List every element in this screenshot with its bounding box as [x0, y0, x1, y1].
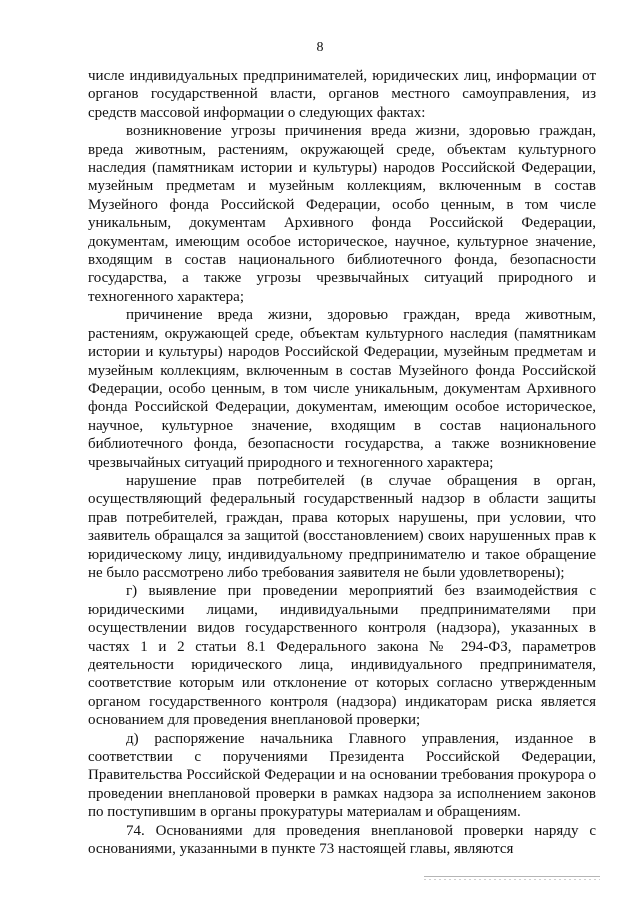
footer-rule	[424, 876, 600, 877]
paragraph-harm-caused: причинение вреда жизни, здоровью граждан, вреда животным, растениям, окружающей среде, объектам культурного наследия (памятникам истории и культуры) народов Российской Федерации, музейным предметам и музейным коллекциям, включенным в состав Музейного фонда Российской Федерации, особо ценным, в том числе уникальным, документам Архивного фонда Российской Федерации, документам, имеющим особое историческое, научное, культурное значение, входящим в состав национального библиотечного фонда, безопасности государства, а также возникновение чрезвычайных ситуаций природного и техногенного характера;	[88, 307, 596, 471]
paragraph-item-74: 74. Основаниями для проведения внеплановой проверки наряду с основаниями, указанными в пункте 73 настоящей главы, являются	[88, 822, 596, 858]
page-number: 8	[316, 40, 324, 55]
paragraph-threat-of-harm: возникновение угрозы причинения вреда жизни, здоровью граждан, вреда животным, растениям, окружающей среде, объектам культурного наследия (памятникам истории и культуры) народов Российской Федерации, музейным предметам и музейным коллекциям, включенным в состав Музейного фонда Российской Федерации, особо ценным, в том числе уникальным, документам Архивного фонда Российской Федерации, документам, имеющим особое историческое, научное, культурное значение, входящим в состав национального библиотечного фонда, безопасности государства, а также угрозы чрезвычайных ситуаций природного и техногенного характера;	[88, 123, 596, 305]
footer-scan-artifact	[424, 879, 600, 880]
paragraph-consumer-rights-violation: нарушение прав потребителей (в случае обращения в орган, осуществляющий федеральный государственный надзор в области защиты прав потребителей, граждан, права которых нарушены, при условии, что заявитель обращался за защитой (восстановлением) своих нарушенных прав к юридическому лицу, индивидуальному предпринимателю и такое обращение не было рассмотрено либо требования заявителя не были удовлетворены);	[88, 472, 596, 581]
paragraph-item-g: г) выявление при проведении мероприятий без взаимодействия с юридическими лицами, индивидуальными предпринимателями при осуществлении видов государственного контроля (надзора), указанных в частях 1 и 2 статьи 8.1 Федерального закона № 294-ФЗ, параметров деятельности юридического лица, индивидуального предпринимателя, соответствие которым или отклонение от которых согласно утвержденным органом государственного контроля (надзора) индикаторам риска является основанием для проведения внеплановой проверки;	[88, 583, 596, 729]
document-body	[88, 67, 596, 858]
paragraph-continuation: числе индивидуальных предпринимателей, юридических лиц, информации от органов государственной власти, органов местного самоуправления, из средств массовой информации о следующих фактах:	[88, 68, 596, 121]
paragraph-item-d: д) распоряжение начальника Главного управления, изданное в соответствии с поручениями Президента Российской Федерации, Правительства Российской Федерации и на основании требования прокурора о проведении внеплановой проверки в рамках надзора за исполнением законов по поступившим в органы прокуратуры материалам и обращениям.	[88, 730, 596, 821]
